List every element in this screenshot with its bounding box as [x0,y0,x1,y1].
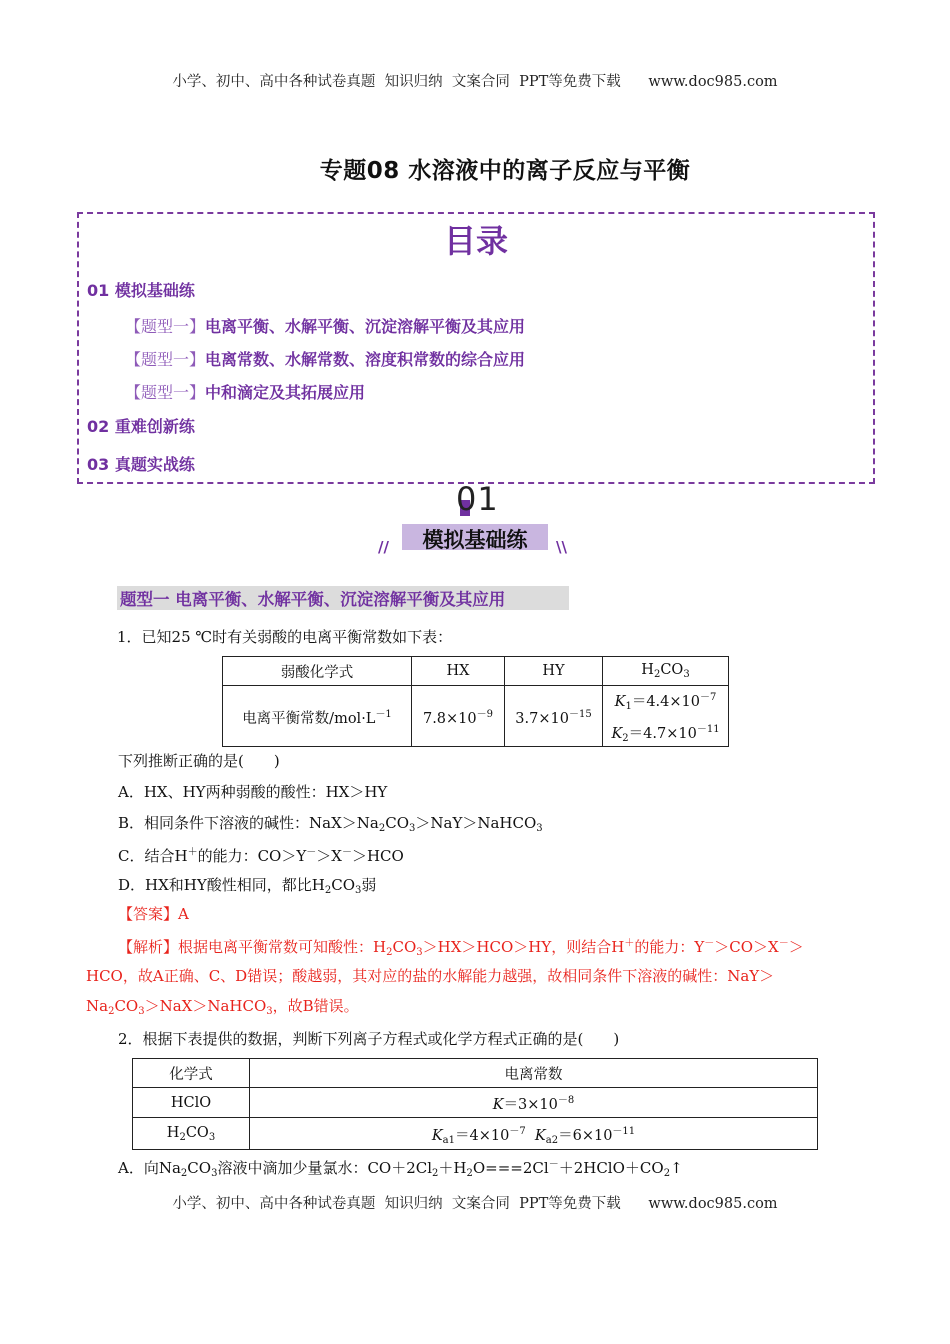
q1-row-label: 电离平衡常数$/mol\cdot L^{-1}$ [223,686,412,747]
q1-th-hy: HY [505,657,603,686]
q1-stem: 1．已知25 ℃时有关弱酸的电离平衡常数如下表： [117,628,453,646]
toc-topic-text: 电离常数、水解常数、溶度积常数的综合应用 [205,350,526,369]
banner-left-decoration: // [378,538,389,556]
q2-option-a: A．向$Na_2CO_3$溶液中滴加少量氯水：$CO+2Cl_2+H_2O===2Cl^-+2HClO+CO_2↑$ [118,1159,683,1179]
toc-bracket: 【题型一】 [125,350,206,369]
q2-stem: 2．根据下表提供的数据，判断下列离子方程式或化学方程式正确的是( ) [118,1030,620,1048]
q2-th-constant: 电离常数 [250,1059,818,1088]
toc-link-section-01[interactable]: 01 模拟基础练 [87,281,195,300]
toc-link-topic-2[interactable] [125,347,525,370]
toc-link-section-02[interactable]: 02 重难创新练 [87,417,195,436]
q1-th-h2co3: $H_2CO_3$ [603,657,729,686]
q1-option-c: C．结合H＋的能力：CO＞Y－＞X－＞HCO [118,847,404,865]
q1-prompt: 下列推断正确的是( ) [118,752,280,770]
toc-topic-text: 电离平衡、水解平衡、沉淀溶解平衡及其应用 [205,317,526,336]
page-header: 小学、初中、高中各种试卷真题 知识归纳 文案合同 PPT等免费下载 www.doc985.com [172,74,778,90]
page-footer: 小学、初中、高中各种试卷真题 知识归纳 文案合同 PPT等免费下载 www.doc985.com [172,1196,778,1212]
banner-number: 01 [456,480,499,518]
q1-option-b: B．相同条件下溶液的碱性：$NaX>Na_2CO_3>NaY>NaHCO_3$ [118,814,543,834]
toc-topic-text: 中和滴定及其拓展应用 [205,383,366,402]
q1-option-d: D．HX和HY酸性相同，都比$H_2CO_3$弱 [118,876,377,896]
section-heading [117,586,569,610]
q1-cell-hy: $3.7\times 10^{-15}$ [505,686,603,747]
q2-cell-hclo-k: $K=3\times 10^{-8}$ [250,1088,818,1118]
section-heading-text: 题型一 电离平衡、水解平衡、沉淀溶解平衡及其应用 [120,590,506,609]
toc-link-topic-1[interactable] [125,314,525,337]
q1-analysis-line3: $Na_2CO_3>NaX>NaHCO_3$，故B错误。 [86,997,359,1017]
q1-option-a: A．HX、HY两种弱酸的酸性：HX＞HY [118,783,388,801]
q1-analysis-line1: 【解析】根据电离平衡常数可知酸性：$H_2CO_3>HX>HCO>HY$，则结合H＋的能力：Y－＞CO＞X－＞ [118,938,804,958]
banner-label: 模拟基础练 [422,528,528,552]
q1-th-hx: HX [412,657,505,686]
toc-bracket: 【题型一】 [125,317,206,336]
q2-cell-hclo: HClO [133,1088,250,1118]
q1-table [222,656,729,747]
q2-table [132,1058,818,1150]
q1-th-formula: 弱酸化学式 [223,657,412,686]
q2-cell-h2co3: $H_2CO_3$ [133,1118,250,1150]
toc-link-section-03[interactable]: 03 真题实战练 [87,455,195,474]
q1-answer: 【答案】A [118,905,189,923]
toc-link-topic-3[interactable] [125,380,365,403]
document-title: 专题08 水溶液中的离子反应与平衡 [319,158,691,184]
q2-cell-h2co3-k: $K_{a1}=4\times 10^{-7}$ $K_{a2}=6\times 10^{-11}$ [250,1118,818,1150]
q1-cell-hx: $7.8\times 10^{-9}$ [412,686,505,747]
q2-th-formula: 化学式 [133,1059,250,1088]
toc-box [77,212,875,484]
toc-heading: 目录 [443,222,508,260]
q1-cell-h2co3: $K_1=4.4\times 10^{-7}$ $K_2=4.7\times 10^{-11}$ [603,686,729,747]
q1-analysis-line2: HCO，故A正确、C、D错误；酸越弱，其对应的盐的水解能力越强，故相同条件下溶液的碱性：NaY＞ [86,967,775,985]
toc-bracket: 【题型一】 [125,383,206,402]
banner-right-decoration: \\ [556,538,567,556]
